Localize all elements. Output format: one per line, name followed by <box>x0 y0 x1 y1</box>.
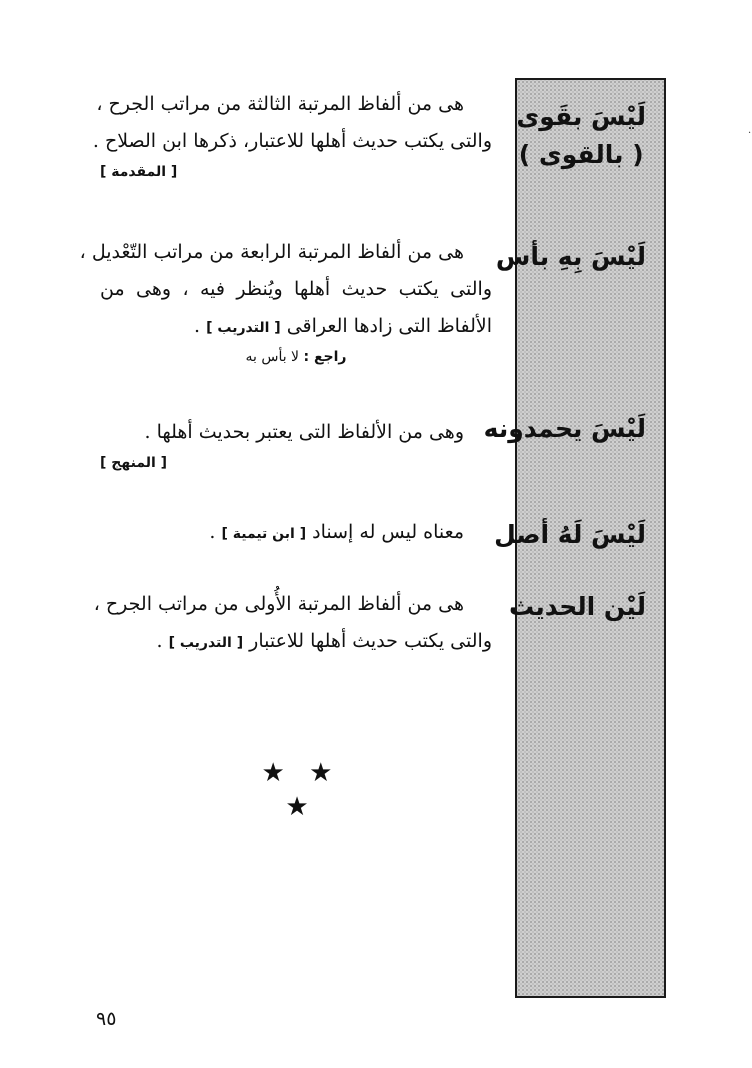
entry-line: هى من ألفاظ المرتبة الأُولى من مراتب الجرح ، <box>93 593 464 615</box>
term-line: لَيْسَ لَهُ أصل <box>494 520 646 549</box>
entry-2 <box>79 234 492 369</box>
source-citation: [ المقدمة ] <box>100 164 178 180</box>
entry-line: معناه ليس له إسناد [ ابن تيمية ] . <box>209 521 464 543</box>
margin-mark: · <box>748 128 752 139</box>
source-citation: [ ابن تيمية ] <box>221 526 307 542</box>
source-citation: [ التدريب ] <box>168 635 244 651</box>
entry-line: وهى من الألفاظ التى يعتبر بحديث أهلها . <box>144 421 464 443</box>
entry-line: والتى يكتب حديث أهلها للاعتبار [ التدريب ] . <box>156 630 492 652</box>
terms-column <box>483 78 666 998</box>
section-divider-stars: ★ ★ ★ <box>261 758 341 822</box>
entry-line: والتى يكتب حديث أهلها ويُنظر فيه ، وهى من <box>100 278 492 300</box>
entry-line: والتى يكتب حديث أهلها للاعتبار، ذكرها ابن الصلاح . <box>92 130 492 152</box>
entry-3 <box>100 414 492 477</box>
entry-1 <box>92 86 492 186</box>
see-also-label: راجع : <box>303 349 347 365</box>
term-line: لَيْسَ يحمدونه <box>483 414 646 443</box>
entry-line: هى من ألفاظ المرتبة الثالثة من مراتب الجرح ، <box>96 93 464 115</box>
term-laysa-lahu-asl <box>494 516 646 554</box>
term-line: ( بالقوى ) <box>518 140 644 169</box>
term-line: لَيْن الحديث <box>508 592 646 621</box>
term-layyin-al-hadith <box>509 588 646 626</box>
see-also <box>100 345 492 369</box>
entry-line-text: معناه ليس له إسناد <box>312 521 464 543</box>
term-line: لَيْسَ بِهِ بأس <box>495 242 646 271</box>
term-laysa-bihi-bas <box>496 238 646 276</box>
term-laysa-bi-qawi <box>516 98 646 174</box>
see-also-ref: لا بأس به <box>245 349 300 365</box>
term-line: لَيْسَ بقَوى <box>516 102 646 131</box>
source-citation: [ المنهج ] <box>100 455 168 471</box>
entry-line-text: والتى يكتب حديث أهلها للاعتبار <box>249 630 492 652</box>
source-citation: [ التدريب ] <box>206 320 281 336</box>
term-laysa-yahmadunahu <box>484 410 646 448</box>
entry-line: الألفاظ التى زادها العراقى [ التدريب ] . <box>194 315 492 337</box>
entry-line-text: الألفاظ التى زادها العراقى <box>286 315 492 337</box>
entry-4 <box>100 514 492 551</box>
entry-line: هى من ألفاظ المرتبة الرابعة من مراتب التّعْديل ، <box>79 241 464 263</box>
page-number: ٩٥ <box>96 1008 117 1030</box>
entry-5 <box>93 586 492 660</box>
